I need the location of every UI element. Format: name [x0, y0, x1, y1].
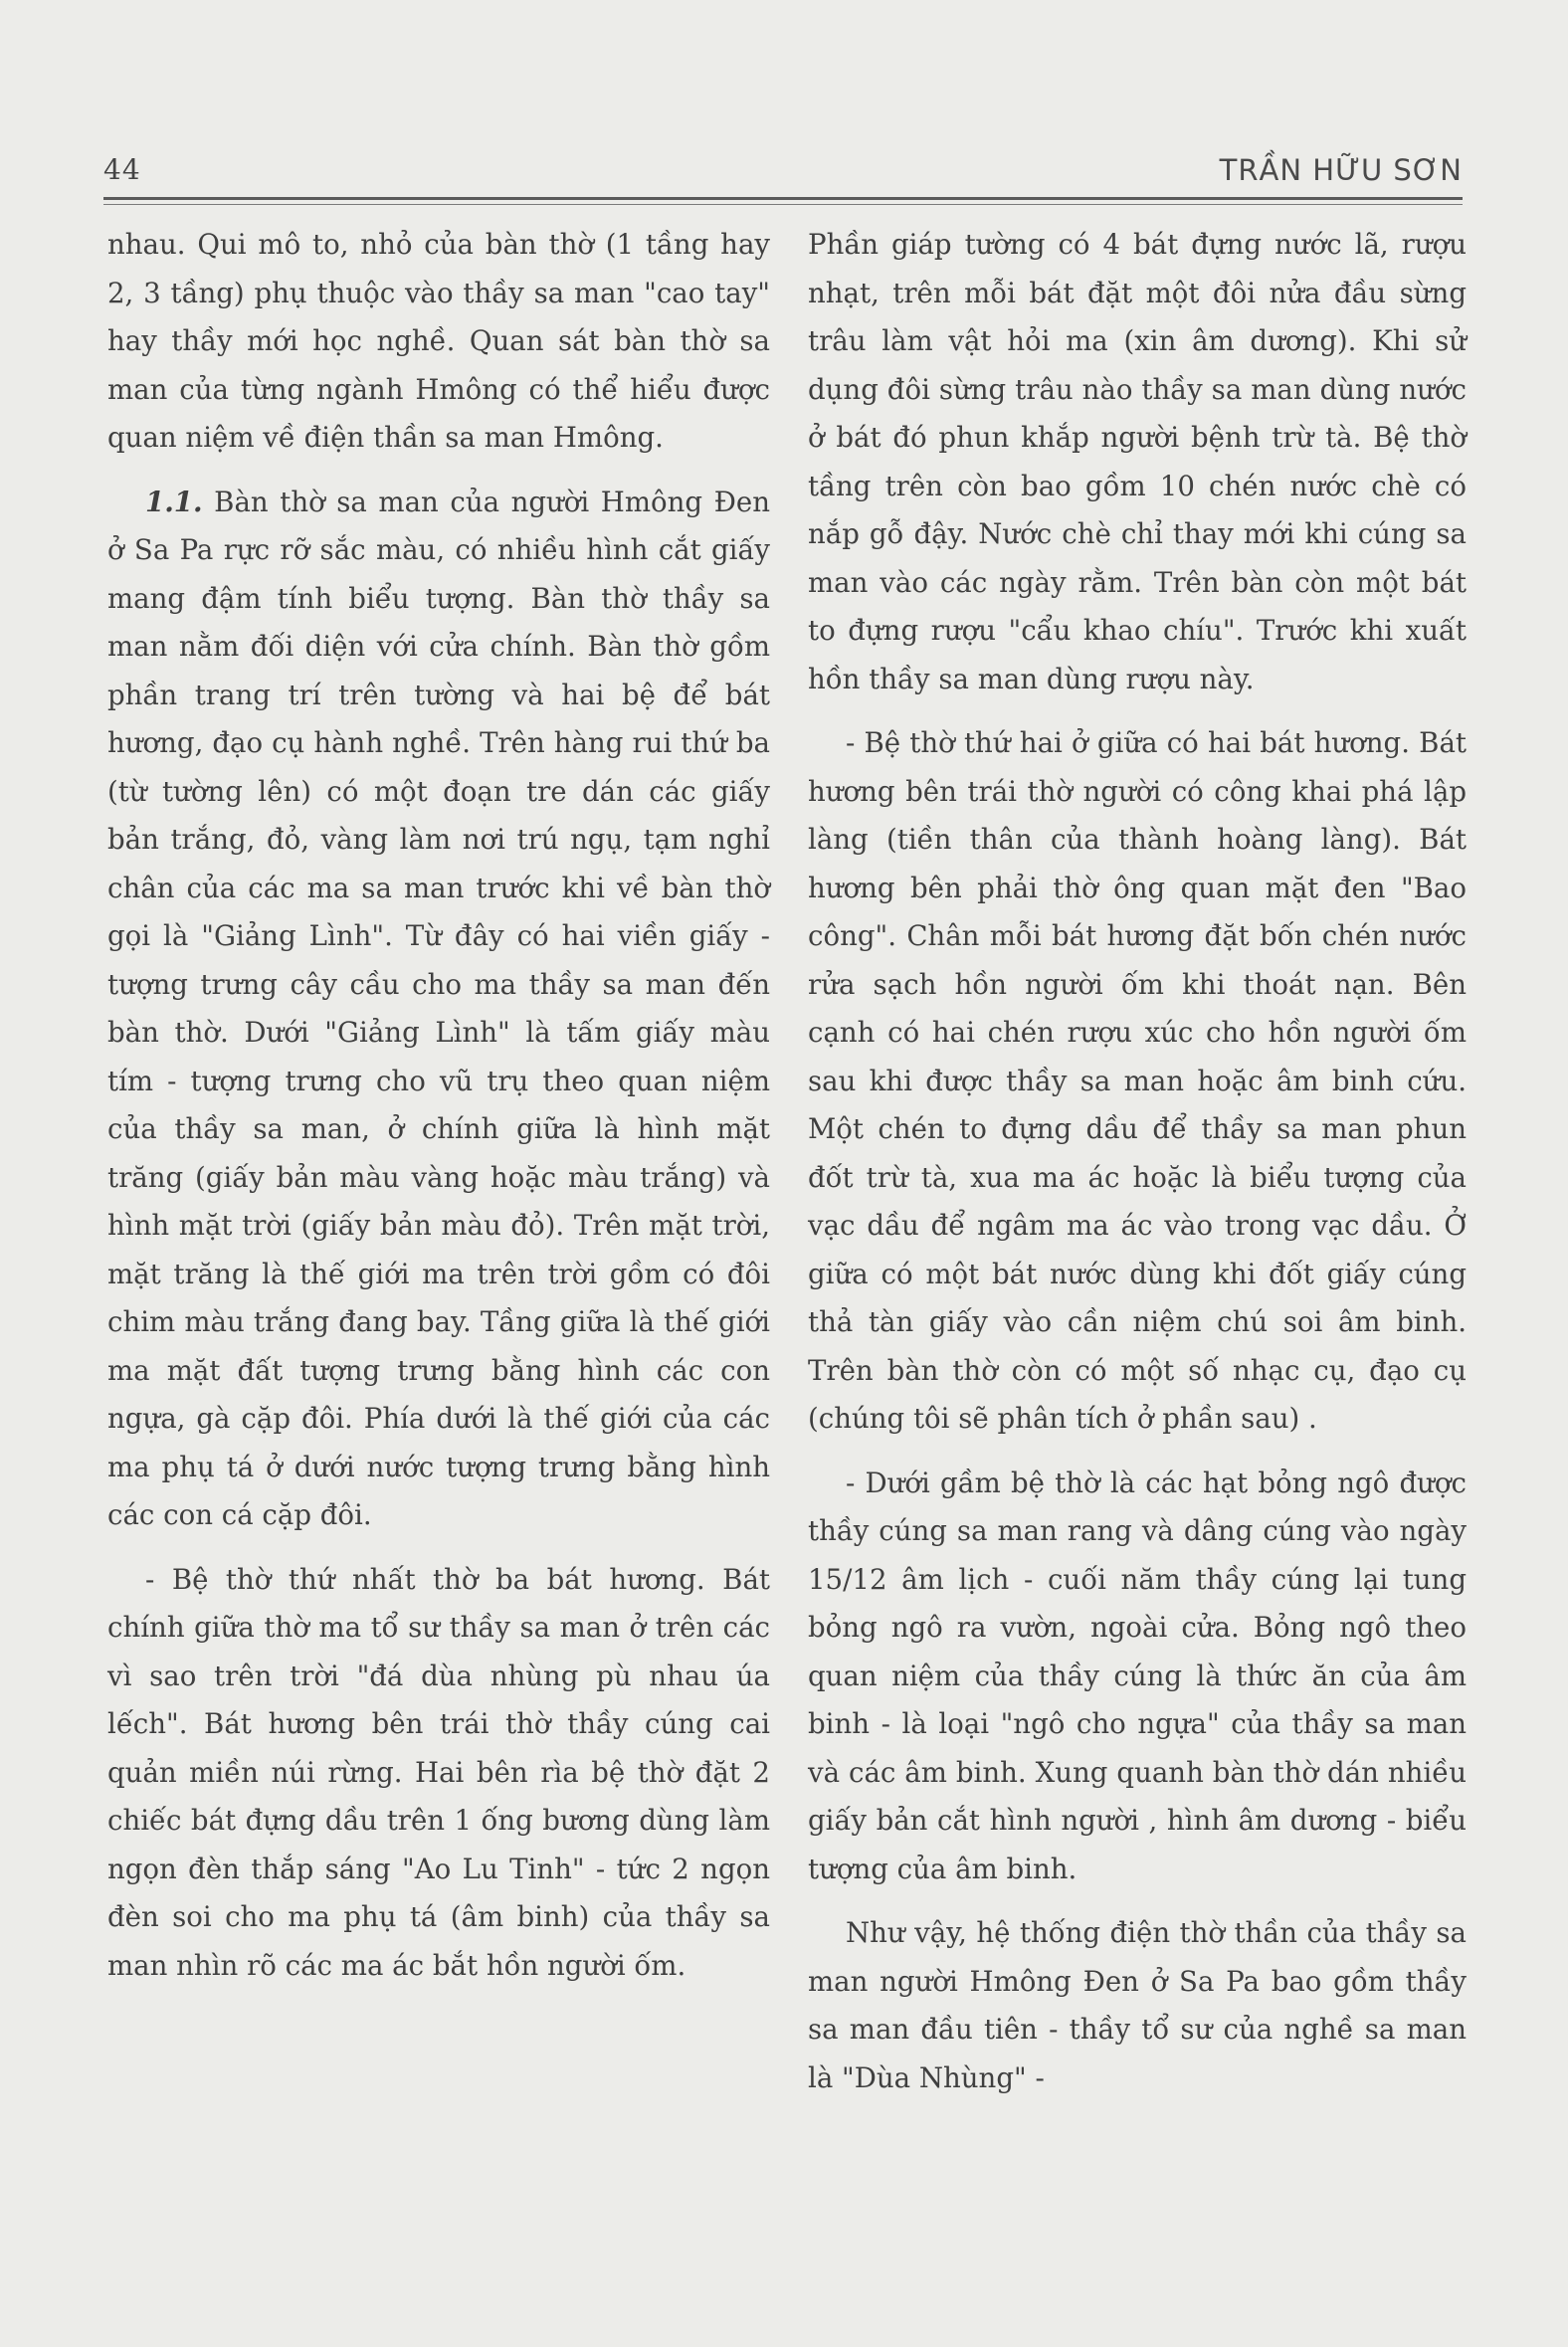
running-head-author: TRẦN HỮU SƠN — [1219, 153, 1463, 187]
paragraph: - Dưới gầm bệ thờ là các hạt bỏng ngô được thầy cúng sa man rang và dâng cúng vào ngày 15/12 âm lịch - cuối năm thầy cúng lại tung bỏng ngô ra vườn, ngoài cửa. Bỏng ngô theo quan niệm của thầy cúng là thức ăn của âm binh - là loại "ngô cho ngựa" của thầy sa man và các âm binh. Xung quanh bàn thờ dán nhiều giấy bản cắt hình người , hình âm dương - biểu tượng của âm binh. — [808, 1466, 1467, 1885]
left-column — [107, 221, 770, 1990]
header-rule-thin — [103, 204, 1463, 205]
paragraph-section-1-1 — [107, 479, 770, 1540]
paragraph: - Bệ thờ thứ hai ở giữa có hai bát hương. Bát hương bên trái thờ người có công khai phá lập làng (tiền thân của thành hoàng làng). Bát hương bên phải thờ ông quan mặt đen "Bao công". Chân mỗi bát hương đặt bốn chén nước rửa sạch hồn người ốm khi thoát nạn. Bên cạnh có hai chén rượu xúc cho hồn người ốm sau khi được thầy sa man hoặc âm binh cứu. Một chén to đựng dầu để thầy sa man phun đốt trừ tà, xua ma ác hoặc là biểu tượng của vạc dầu để ngâm ma ác vào trong vạc dầu. Ở giữa có một bát nước dùng khi đốt giấy cúng thả tàn giấy vào cần niệm chú soi âm binh. Trên bàn thờ còn có một số nhạc cụ, đạo cụ (chúng tôi sẽ phân tích ở phần sau) . — [808, 726, 1467, 1435]
right-column — [808, 221, 1467, 2102]
paragraph-text: Bàn thờ sa man của người Hmông Đen ở Sa Pa rực rỡ sắc màu, có nhiều hình cắt giấy mang đậm tính biểu tượng. Bàn thờ thầy sa man nằm đối diện với cửa chính. Bàn thờ gồm phần trang trí trên tường và hai bệ để bát hương, đạo cụ hành nghề. Trên hàng rui thứ ba (từ tường lên) có một đoạn tre dán các giấy bản trắng, đỏ, vàng làm nơi trú ngụ, tạm nghỉ chân của các ma sa man trước khi về bàn thờ gọi là "Giảng Lình". Từ đây có hai viền giấy - tượng trưng cây cầu cho ma thầy sa man đến bàn thờ. Dưới "Giảng Lình" là tấm giấy màu tím - tượng trưng cho vũ trụ theo quan niệm của thầy sa man, ở chính giữa là hình mặt trăng (giấy bản màu vàng hoặc màu trắng) và hình mặt trời (giấy bản màu đỏ). Trên mặt trời, mặt trăng là thế giới ma trên trời gồm có đôi chim màu trắng đang bay. Tầng giữa là thế giới ma mặt đất tượng trưng bằng hình các con ngựa, gà cặp đôi. Phía dưới là thế giới của các ma phụ tá ở dưới nước tượng trưng bằng hình các con cá cặp đôi. — [107, 485, 770, 1531]
page-number: 44 — [103, 153, 141, 186]
page-header — [103, 147, 1463, 191]
paragraph: - Bệ thờ thứ nhất thờ ba bát hương. Bát chính giữa thờ ma tổ sư thầy sa man ở trên các vì sao trên trời "đá dùa nhùng pù nhau úa lếch". Bát hương bên trái thờ thầy cúng cai quản miền núi rừng. Hai bên rìa bệ thờ đặt 2 chiếc bát đựng dầu trên 1 ống bương dùng làm ngọn đèn thắp sáng "Ao Lu Tinh" - tức 2 ngọn đèn soi cho ma phụ tá (âm binh) của thầy sa man nhìn rõ các ma ác bắt hồn người ốm. — [107, 1562, 770, 1982]
paragraph: nhau. Qui mô to, nhỏ của bàn thờ (1 tầng hay 2, 3 tầng) phụ thuộc vào thầy sa man "cao tay" hay thầy mới học nghề. Quan sát bàn thờ sa man của từng ngành Hmông có thể hiểu được quan niệm về điện thần sa man Hmông. — [107, 228, 770, 454]
section-number: 1.1. — [145, 485, 203, 518]
header-rule-thick — [103, 197, 1463, 200]
paragraph: Phần giáp tường có 4 bát đựng nước lã, rượu nhạt, trên mỗi bát đặt một đôi nửa đầu sừng trâu làm vật hỏi ma (xin âm dương). Khi sử dụng đôi sừng trâu nào thầy sa man dùng nước ở bát đó phun khắp người bệnh trừ tà. Bệ thờ tầng trên còn bao gồm 10 chén nước chè có nắp gỗ đậy. Nước chè chỉ thay mới khi cúng sa man vào các ngày rằm. Trên bàn còn một bát to đựng rượu "cẩu khao chíu". Trước khi xuất hồn thầy sa man dùng rượu này. — [808, 228, 1467, 695]
paragraph: Như vậy, hệ thống điện thờ thần của thầy sa man người Hmông Đen ở Sa Pa bao gồm thầy sa man đầu tiên - thầy tổ sư của nghề sa man là "Dùa Nhùng" - — [808, 1916, 1467, 2094]
